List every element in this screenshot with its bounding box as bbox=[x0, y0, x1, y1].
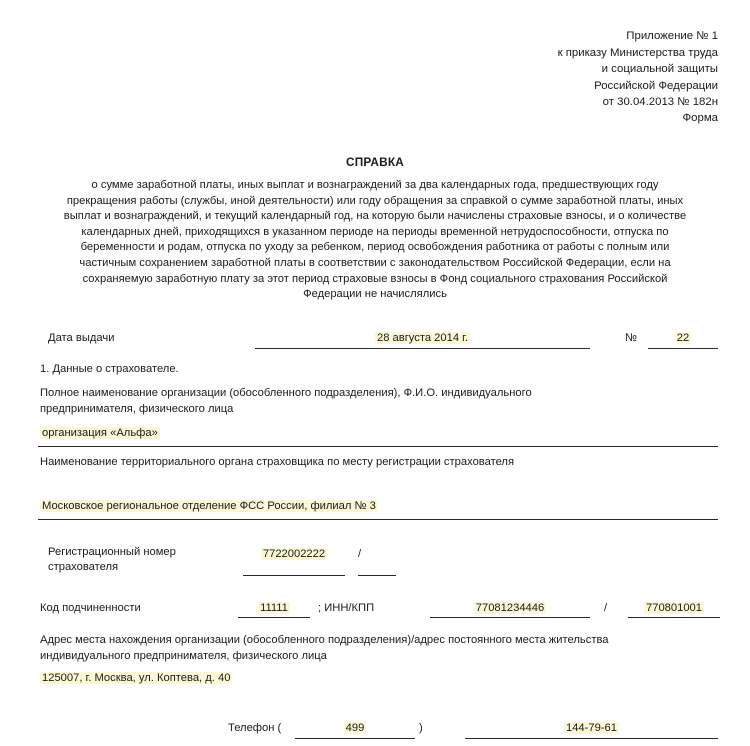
registration-number-value[interactable]: 7722002222 bbox=[262, 548, 326, 560]
issue-number-rule bbox=[648, 348, 718, 349]
issue-number-value[interactable]: 22 bbox=[676, 332, 690, 344]
subordination-code-rule bbox=[238, 617, 310, 618]
territorial-body-value[interactable]: Московское региональное отделение ФСС России, филиал № 3 bbox=[42, 500, 376, 512]
phone-code-value[interactable]: 499 bbox=[345, 722, 365, 734]
header-line-5: от 30.04.2013 № 182н bbox=[602, 96, 718, 108]
organization-rule bbox=[38, 446, 718, 447]
registration-label-line1: Регистрационный номер bbox=[48, 546, 176, 558]
subordination-label: Код подчиненности bbox=[40, 602, 141, 614]
form-label: Форма bbox=[682, 112, 718, 124]
issue-date-label: Дата выдачи bbox=[48, 332, 115, 344]
organization-caption: Полное наименование организации (обособленного подразделения), Ф.И.О. индивидуального предпринимателя, физического лица bbox=[40, 387, 532, 415]
kpp-value[interactable]: 770801001 bbox=[646, 602, 702, 614]
registration-separator: / bbox=[358, 548, 362, 560]
inn-kpp-label: ; ИНН/КПП bbox=[318, 602, 375, 614]
territorial-body-rule bbox=[38, 519, 718, 520]
issue-date-value[interactable]: 28 августа 2014 г. bbox=[376, 332, 468, 344]
issue-date-rule bbox=[255, 348, 590, 349]
section1-heading: 1. Данные о страхователе. bbox=[40, 363, 179, 375]
header-reference-block bbox=[388, 28, 718, 111]
header-line-4: Российской Федерации bbox=[594, 79, 718, 92]
organization-value[interactable]: организация «Альфа» bbox=[42, 427, 158, 439]
subordination-code-value[interactable]: 11111 bbox=[260, 602, 288, 614]
issue-number-label: № bbox=[625, 332, 638, 344]
phone-code-rule bbox=[295, 738, 415, 739]
registration-secondary-rule bbox=[358, 575, 396, 576]
phone-number-value[interactable]: 144-79-61 bbox=[565, 722, 617, 734]
phone-label: Телефон ( bbox=[228, 722, 282, 734]
territorial-body-caption: Наименование территориального органа страховщика по месту регистрации страхователя bbox=[40, 456, 515, 468]
intro-paragraph: о сумме заработной платы, иных выплат и вознаграждений за два календарных года, предшествующих году прекращения работы (службы, иной деятельности) или году обращения за справкой о сумме заработной платы, иных выплат и вознаграждений, и текущий календарный год, на которую были начислены страховые взносы, и о количестве календарных дней, приходящихся в указанном периоде на периоды временной нетрудоспособности, отпуска по беременности и родам, отпуска по уходу за ребенком, период освобождения работника от работы с полным или частичным сохранением заработной платы в соответствии с законодательством Российской Федерации, если на сохраняемую заработную плату за этот период страховые взносы в Фонд социального страхования Российской Федерации не начислялись bbox=[63, 179, 687, 301]
registration-label-line2: страхователя bbox=[48, 561, 119, 573]
address-value[interactable]: 125007, г. Москва, ул. Коптева, д. 40 bbox=[42, 672, 231, 684]
inn-kpp-separator: / bbox=[604, 602, 608, 614]
page-title: СПРАВКА bbox=[346, 155, 404, 169]
phone-number-rule bbox=[465, 738, 718, 739]
inn-rule bbox=[430, 617, 590, 618]
registration-number-rule bbox=[243, 575, 345, 576]
phone-close-paren: ) bbox=[419, 722, 423, 734]
inn-value[interactable]: 77081234446 bbox=[475, 602, 545, 614]
header-line-1: Приложение № 1 bbox=[626, 30, 718, 42]
address-caption: Адрес места нахождения организации (обособленного подразделения)/адрес постоянного места жительства индивидуального предпринимателя, физического лица bbox=[40, 634, 609, 662]
header-line-2: к приказу Министерства труда bbox=[557, 46, 718, 59]
kpp-rule bbox=[628, 617, 720, 618]
header-line-3: и социальной защиты bbox=[601, 63, 718, 75]
